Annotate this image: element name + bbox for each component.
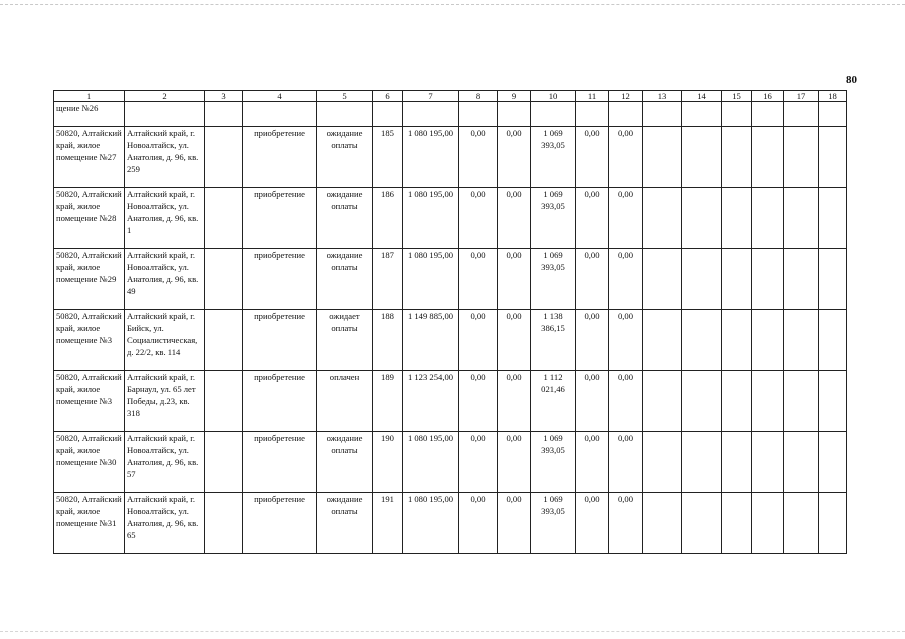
empty-cell bbox=[819, 249, 847, 310]
empty-cell bbox=[752, 432, 784, 493]
col3-cell bbox=[205, 432, 243, 493]
table-row bbox=[54, 493, 847, 554]
address-cell: Алтайский край, г. Барнаул, ул. 65 лет Победы, д.23, кв. 318 bbox=[125, 371, 205, 432]
empty-cell bbox=[819, 127, 847, 188]
col-header: 14 bbox=[682, 91, 722, 102]
number-cell: 187 bbox=[373, 249, 403, 310]
empty-cell bbox=[752, 127, 784, 188]
col-header: 16 bbox=[752, 91, 784, 102]
status-cell: ожидание оплаты bbox=[317, 188, 373, 249]
table-row bbox=[54, 127, 847, 188]
table-row bbox=[54, 249, 847, 310]
empty-cell bbox=[819, 310, 847, 371]
amount-cell: 1 123 254,00 bbox=[403, 371, 459, 432]
col-header: 1 bbox=[54, 91, 125, 102]
col-header: 17 bbox=[784, 91, 819, 102]
operation-cell: приобретение bbox=[243, 493, 317, 554]
amount-cell: 1 080 195,00 bbox=[403, 432, 459, 493]
value-cell: 0,00 bbox=[459, 432, 498, 493]
empty-cell bbox=[752, 493, 784, 554]
amount-cell: 1 149 885,00 bbox=[403, 310, 459, 371]
empty-cell bbox=[682, 310, 722, 371]
col-header: 13 bbox=[643, 91, 682, 102]
operation-cell: приобретение bbox=[243, 371, 317, 432]
value-cell: 0,00 bbox=[498, 188, 531, 249]
empty-cell bbox=[722, 310, 752, 371]
empty-cell bbox=[643, 127, 682, 188]
empty-cell bbox=[643, 493, 682, 554]
col-header: 5 bbox=[317, 91, 373, 102]
value-cell: 0,00 bbox=[498, 310, 531, 371]
col-header: 4 bbox=[243, 91, 317, 102]
col3-cell bbox=[205, 249, 243, 310]
address-cell: Алтайский край, г. Новоалтайск, ул. Анатолия, д. 96, кв. 1 bbox=[125, 188, 205, 249]
value-cell: 0,00 bbox=[576, 127, 609, 188]
value-cell: 0,00 bbox=[498, 127, 531, 188]
table-row bbox=[54, 371, 847, 432]
empty-cell bbox=[752, 188, 784, 249]
number-cell: 185 bbox=[373, 127, 403, 188]
value-cell: 0,00 bbox=[459, 188, 498, 249]
value-cell: 0,00 bbox=[609, 371, 643, 432]
col3-cell bbox=[205, 188, 243, 249]
empty-cell bbox=[682, 493, 722, 554]
empty-cell bbox=[722, 188, 752, 249]
empty-cell bbox=[643, 432, 682, 493]
empty-cell bbox=[722, 493, 752, 554]
col-header: 9 bbox=[498, 91, 531, 102]
empty-cell bbox=[819, 493, 847, 554]
scan-edge-top bbox=[0, 4, 905, 5]
empty-cell bbox=[682, 127, 722, 188]
value-cell: 0,00 bbox=[609, 493, 643, 554]
number-cell: 186 bbox=[373, 188, 403, 249]
col-header: 10 bbox=[531, 91, 576, 102]
empty-cell bbox=[752, 371, 784, 432]
amount-paid-cell: 1 069 393,05 bbox=[531, 127, 576, 188]
amount-cell: 1 080 195,00 bbox=[403, 127, 459, 188]
number-cell: 190 bbox=[373, 432, 403, 493]
empty-cell bbox=[682, 432, 722, 493]
col-header: 15 bbox=[722, 91, 752, 102]
value-cell: 0,00 bbox=[459, 127, 498, 188]
amount-cell: 1 080 195,00 bbox=[403, 249, 459, 310]
scan-edge-bottom bbox=[0, 631, 905, 632]
value-cell: 0,00 bbox=[609, 249, 643, 310]
value-cell: 0,00 bbox=[498, 371, 531, 432]
object-name-cell: щение №26 bbox=[54, 102, 125, 127]
operation-cell: приобретение bbox=[243, 127, 317, 188]
empty-cell bbox=[784, 249, 819, 310]
amount-paid-cell: 1 138 386,15 bbox=[531, 310, 576, 371]
value-cell: 0,00 bbox=[498, 432, 531, 493]
empty-cell bbox=[722, 249, 752, 310]
col-header: 7 bbox=[403, 91, 459, 102]
table-row bbox=[54, 188, 847, 249]
registry-table bbox=[53, 90, 847, 554]
col-header: 3 bbox=[205, 91, 243, 102]
value-cell: 0,00 bbox=[609, 432, 643, 493]
value-cell: 0,00 bbox=[576, 310, 609, 371]
value-cell: 0,00 bbox=[609, 310, 643, 371]
table-row-continuation bbox=[54, 102, 847, 127]
number-cell: 188 bbox=[373, 310, 403, 371]
table-row bbox=[54, 310, 847, 371]
amount-cell: 1 080 195,00 bbox=[403, 493, 459, 554]
address-cell: Алтайский край, г. Новоалтайск, ул. Анатолия, д. 96, кв. 259 bbox=[125, 127, 205, 188]
operation-cell: приобретение bbox=[243, 310, 317, 371]
value-cell: 0,00 bbox=[498, 249, 531, 310]
col-header: 11 bbox=[576, 91, 609, 102]
empty-cell bbox=[784, 310, 819, 371]
col3-cell bbox=[205, 127, 243, 188]
empty-cell bbox=[784, 432, 819, 493]
status-cell: ожидание оплаты bbox=[317, 249, 373, 310]
value-cell: 0,00 bbox=[459, 493, 498, 554]
status-cell: ожидание оплаты bbox=[317, 127, 373, 188]
address-cell: Алтайский край, г. Новоалтайск, ул. Анатолия, д. 96, кв. 57 bbox=[125, 432, 205, 493]
empty-cell bbox=[682, 371, 722, 432]
empty-cell bbox=[722, 127, 752, 188]
value-cell: 0,00 bbox=[459, 371, 498, 432]
address-cell: Алтайский край, г. Новоалтайск, ул. Анатолия, д. 96, кв. 65 bbox=[125, 493, 205, 554]
operation-cell: приобретение bbox=[243, 432, 317, 493]
value-cell: 0,00 bbox=[459, 249, 498, 310]
empty-cell bbox=[643, 188, 682, 249]
page-number: 80 bbox=[846, 74, 857, 86]
operation-cell: приобретение bbox=[243, 249, 317, 310]
empty-cell bbox=[784, 188, 819, 249]
amount-paid-cell: 1 112 021,46 bbox=[531, 371, 576, 432]
col3-cell bbox=[205, 310, 243, 371]
operation-cell: приобретение bbox=[243, 188, 317, 249]
col3-cell bbox=[205, 493, 243, 554]
col-header: 2 bbox=[125, 91, 205, 102]
amount-cell: 1 080 195,00 bbox=[403, 188, 459, 249]
empty-cell bbox=[784, 371, 819, 432]
address-cell: Алтайский край, г. Бийск, ул. Социалистическая, д. 22/2, кв. 114 bbox=[125, 310, 205, 371]
empty-cell bbox=[784, 127, 819, 188]
status-cell: ожидание оплаты bbox=[317, 432, 373, 493]
empty-cell bbox=[819, 188, 847, 249]
value-cell: 0,00 bbox=[576, 249, 609, 310]
amount-paid-cell: 1 069 393,05 bbox=[531, 249, 576, 310]
value-cell: 0,00 bbox=[576, 188, 609, 249]
empty-cell bbox=[643, 371, 682, 432]
empty-cell bbox=[682, 249, 722, 310]
col-header: 18 bbox=[819, 91, 847, 102]
object-name-cell: 50820, Алтайский край, жилое помещение №28 bbox=[54, 188, 125, 249]
amount-paid-cell: 1 069 393,05 bbox=[531, 432, 576, 493]
column-number-row bbox=[54, 91, 847, 102]
object-name-cell: 50820, Алтайский край, жилое помещение №3 bbox=[54, 310, 125, 371]
empty-cell bbox=[819, 371, 847, 432]
col-header: 12 bbox=[609, 91, 643, 102]
value-cell: 0,00 bbox=[576, 432, 609, 493]
value-cell: 0,00 bbox=[576, 493, 609, 554]
status-cell: ожидает оплаты bbox=[317, 310, 373, 371]
empty-cell bbox=[784, 493, 819, 554]
amount-paid-cell: 1 069 393,05 bbox=[531, 188, 576, 249]
value-cell: 0,00 bbox=[498, 493, 531, 554]
empty-cell bbox=[722, 432, 752, 493]
object-name-cell: 50820, Алтайский край, жилое помещение №31 bbox=[54, 493, 125, 554]
amount-paid-cell: 1 069 393,05 bbox=[531, 493, 576, 554]
object-name-cell: 50820, Алтайский край, жилое помещение №30 bbox=[54, 432, 125, 493]
address-cell: Алтайский край, г. Новоалтайск, ул. Анатолия, д. 96, кв. 49 bbox=[125, 249, 205, 310]
status-cell: оплачен bbox=[317, 371, 373, 432]
object-name-cell: 50820, Алтайский край, жилое помещение №27 bbox=[54, 127, 125, 188]
col-header: 8 bbox=[459, 91, 498, 102]
empty-cell bbox=[643, 249, 682, 310]
empty-cell bbox=[722, 371, 752, 432]
empty-cell bbox=[752, 249, 784, 310]
value-cell: 0,00 bbox=[609, 188, 643, 249]
empty-cell bbox=[682, 188, 722, 249]
empty-cell bbox=[643, 310, 682, 371]
value-cell: 0,00 bbox=[459, 310, 498, 371]
empty-cell bbox=[752, 310, 784, 371]
value-cell: 0,00 bbox=[576, 371, 609, 432]
col3-cell bbox=[205, 371, 243, 432]
number-cell: 189 bbox=[373, 371, 403, 432]
col-header: 6 bbox=[373, 91, 403, 102]
empty-cell bbox=[819, 432, 847, 493]
object-name-cell: 50820, Алтайский край, жилое помещение №29 bbox=[54, 249, 125, 310]
object-name-cell: 50820, Алтайский край, жилое помещение №3 bbox=[54, 371, 125, 432]
value-cell: 0,00 bbox=[609, 127, 643, 188]
number-cell: 191 bbox=[373, 493, 403, 554]
status-cell: ожидание оплаты bbox=[317, 493, 373, 554]
table-row bbox=[54, 432, 847, 493]
